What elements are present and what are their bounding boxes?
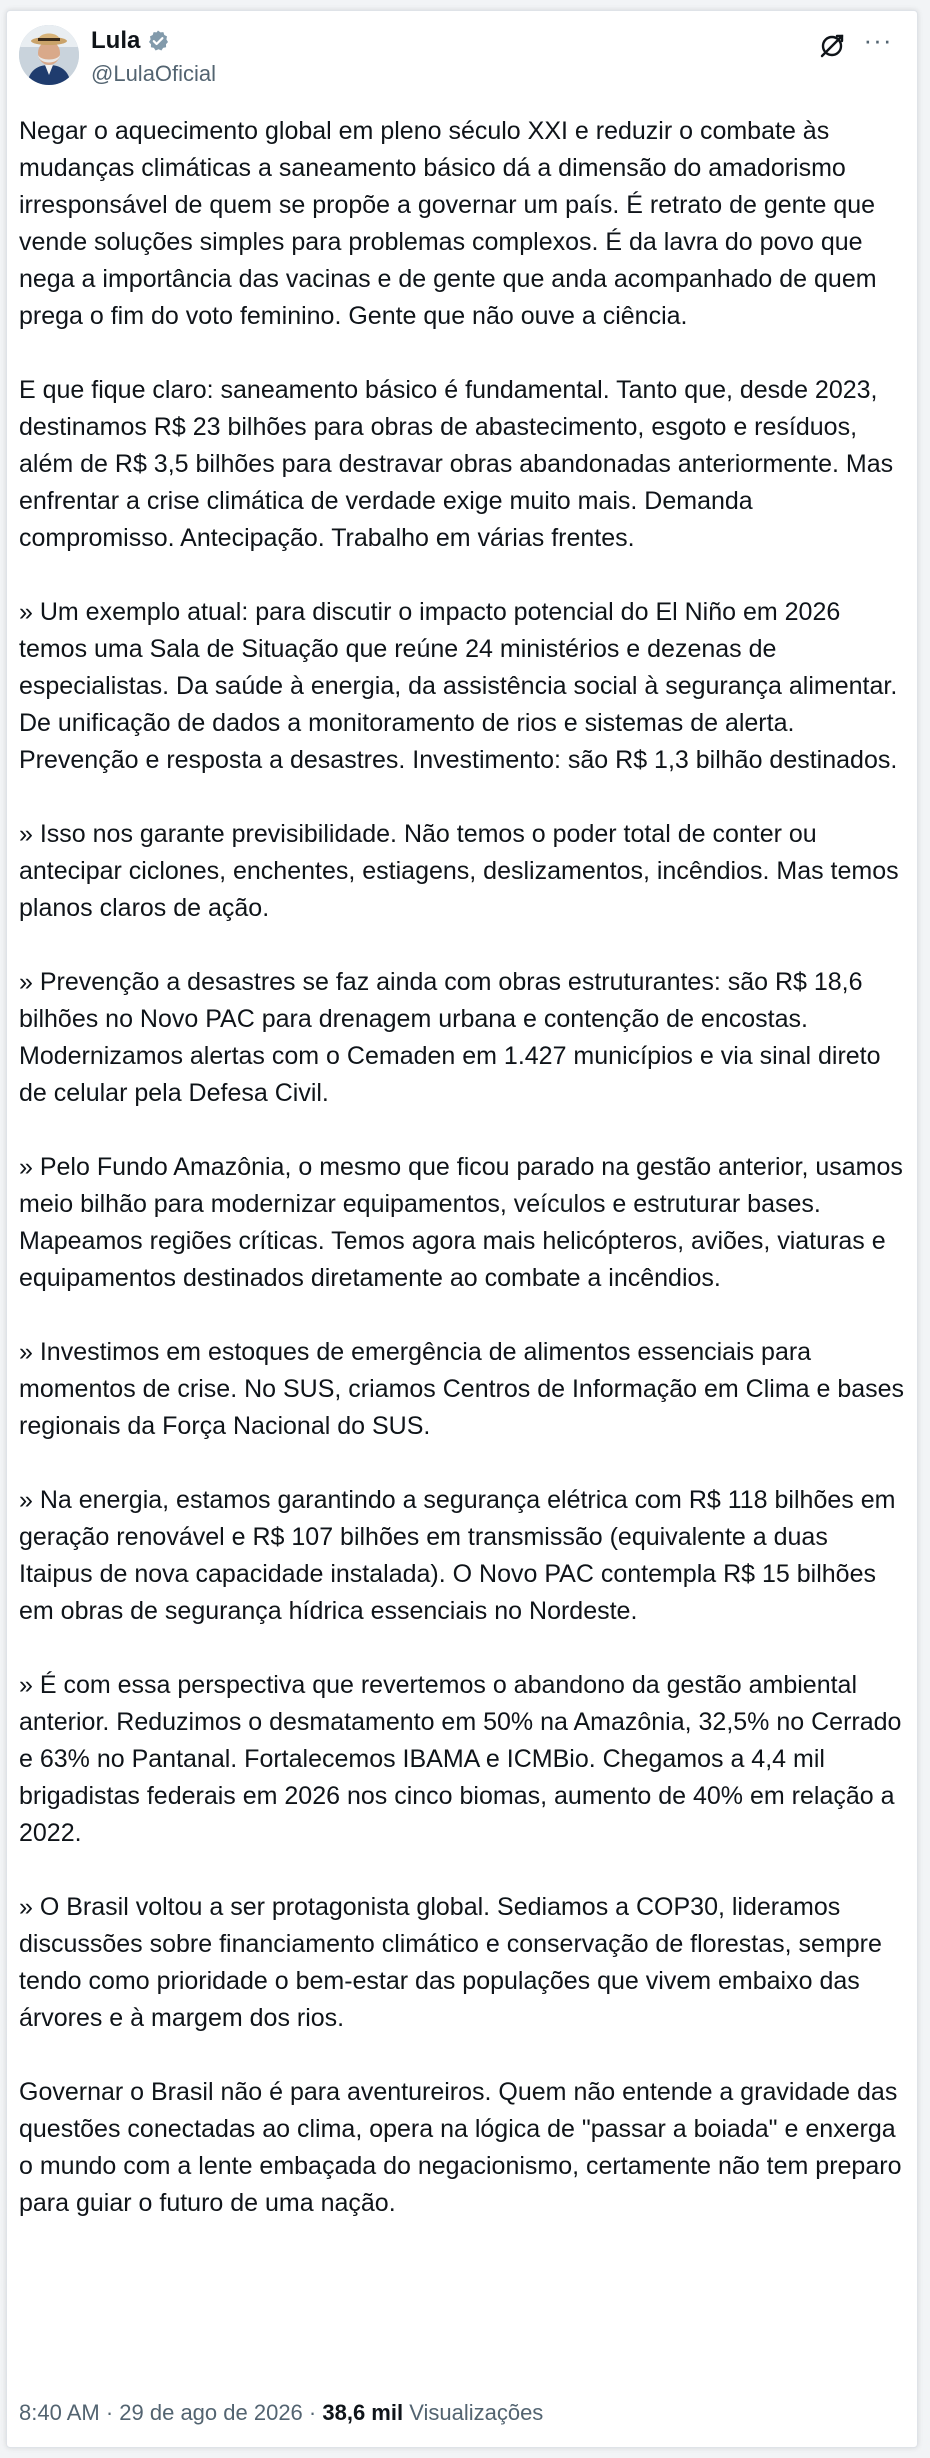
footer-separator: · (99, 2400, 120, 2425)
tweet-paragraph: » Investimos em estoques de emergência de alimentos essenciais para momentos de crise. No SUS, criamos Centros de Informação em Clima e bases regionais da Força Nacional do SUS. (19, 1338, 905, 1440)
avatar-portrait-icon (19, 25, 79, 85)
tweet-header (7, 11, 917, 91)
tweet-text (19, 113, 905, 2222)
tweet-paragraph: » É com essa perspectiva que revertemos o abandono da gestão ambiental anterior. Reduzimos o desmatamento em 50% na Amazônia, 32,5% no Cerrado e 63% no Pantanal. Fortalecemos IBAMA e ICMBio. Chegamos a 4,4 mil brigadistas federais em 2026 nos cinco biomas, aumento de 40% em relação a 2022. (19, 1671, 902, 1847)
display-name[interactable]: Lula (91, 27, 141, 54)
tweet-paragraph: » Um exemplo atual: para discutir o impacto potencial do El Niño em 2026 temos uma Sala de Situação que reúne 24 ministérios e dezenas de especialistas. Da saúde à energia, da assistência social à segurança alimentar. De unificação de dados a monitoramento de rios e sistemas de alerta. Prevenção e resposta a desastres. Investimento: são R$ 1,3 bilhão destinados. (19, 598, 898, 774)
avatar[interactable] (19, 25, 79, 85)
user-handle[interactable]: @LulaOficial (91, 61, 217, 86)
tweet-paragraph: E que fique claro: saneamento básico é fundamental. Tanto que, desde 2023, destinamos R$ 23 bilhões para obras de abastecimento, esgoto e resíduos, além de R$ 3,5 bilhões para destravar obras abandonadas anteriormente. Mas enfrentar a crise climática de verdade exige muito mais. Demanda compromisso. Antecipação. Trabalho em várias frentes. (19, 376, 894, 552)
footer-separator: · (302, 2400, 323, 2425)
tweet-paragraph: Governar o Brasil não é para aventureiros. Quem não entende a gravidade das questões conectadas ao clima, opera na lógica de "passar a boiada" e enxerga o mundo com a lente embaçada do negacionismo, certamente não tem preparo para guiar o futuro de uma nação. (19, 2078, 902, 2217)
tweet-paragraph: » Isso nos garante previsibilidade. Não temos o poder total de conter ou antecipar ciclones, enchentes, estiagens, deslizamentos, incêndios. Mas temos planos claros de ação. (19, 820, 899, 922)
tweet-paragraph: » O Brasil voltou a ser protagonista global. Sediamos a COP30, lideramos discussões sobre financiamento climático e conservação de florestas, sempre tendo como prioridade o bem-estar das populações que vivem embaixo das árvores e à margem dos rios. (19, 1893, 882, 2032)
verified-badge-icon (146, 29, 170, 53)
tweet-date[interactable]: 29 de ago de 2026 (119, 2400, 303, 2425)
tweet-paragraph: » Pelo Fundo Amazônia, o mesmo que ficou parado na gestão anterior, usamos meio bilhão para modernizar equipamentos, veículos e estruturar bases. Mapeamos regiões críticas. Temos agora mais helicópteros, aviões, viaturas e equipamentos destinados diretamente ao combate a incêndios. (19, 1153, 903, 1292)
more-options-icon[interactable]: ··· (863, 25, 893, 55)
grok-icon[interactable] (817, 31, 847, 61)
views-count[interactable]: 38,6 mil (322, 2400, 404, 2425)
name-row (91, 27, 170, 55)
tweet-card (6, 10, 918, 2448)
views-label: Visualizações (403, 2400, 544, 2425)
tweet-paragraph: » Na energia, estamos garantindo a segurança elétrica com R$ 118 bilhões em geração renovável e R$ 107 bilhões em transmissão (equivalente a duas Itaipus de nova capacidade instalada). O Novo PAC contempla R$ 15 bilhões em obras de segurança hídrica essenciais no Nordeste. (19, 1486, 896, 1625)
tweet-paragraph: Negar o aquecimento global em pleno século XXI e reduzir o combate às mudanças climáticas a saneamento básico dá a dimensão do amadorismo irresponsável de quem se propõe a governar um país. É retrato de gente que vende soluções simples para problemas complexos. É da lavra do povo que nega a importância das vacinas e de gente que anda acompanhado de quem prega o fim do voto feminino. Gente que não ouve a ciência. (19, 117, 877, 330)
tweet-footer (19, 2399, 543, 2427)
tweet-time[interactable]: 8:40 AM (19, 2400, 100, 2425)
tweet-paragraph: » Prevenção a desastres se faz ainda com obras estruturantes: são R$ 18,6 bilhões no Novo PAC para drenagem urbana e contenção de encostas. Modernizamos alertas com o Cemaden em 1.427 municípios e via sinal direto de celular pela Defesa Civil. (19, 968, 881, 1107)
